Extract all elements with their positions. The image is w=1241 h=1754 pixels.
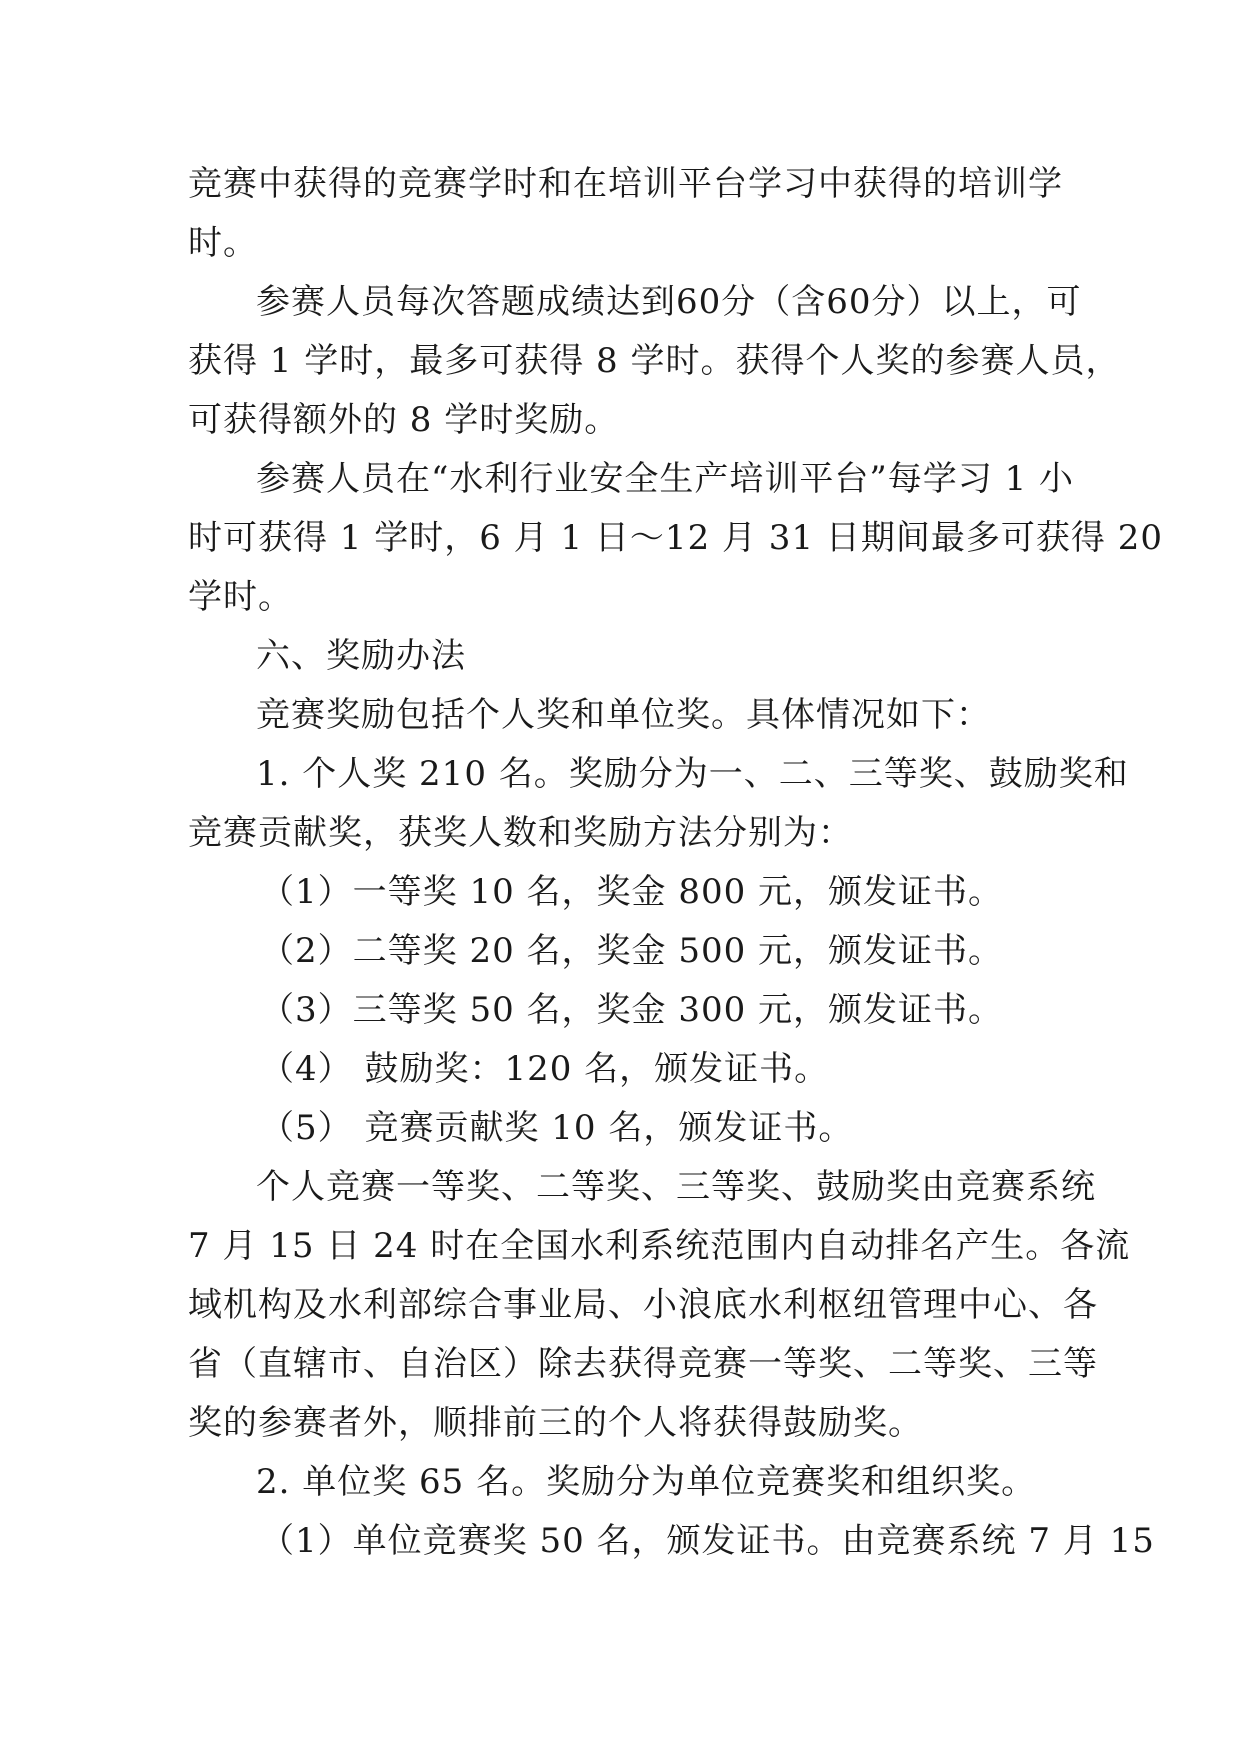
paragraph-line: 奖的参赛者外，顺排前三的个人将获得鼓励奖。 <box>188 1403 923 1443</box>
paragraph-line: 竞赛奖励包括个人奖和单位奖。具体情况如下： <box>256 695 991 735</box>
paragraph-line: 时可获得 1 学时，6 月 1 日～12 月 31 日期间最多可获得 20 <box>188 518 1163 558</box>
paragraph-line: 域机构及水利部综合事业局、小浪底水利枢纽管理中心、各 <box>188 1285 1098 1325</box>
section-heading: 六、奖励办法 <box>256 636 466 676</box>
paragraph-line: 2. 单位奖 65 名。奖励分为单位竞赛奖和组织奖。 <box>256 1462 1037 1502</box>
paragraph-line: 可获得额外的 8 学时奖励。 <box>188 400 620 440</box>
list-item: （3）三等奖 50 名，奖金 300 元，颁发证书。 <box>260 990 1004 1030</box>
list-item: （5） 竞赛贡献奖 10 名，颁发证书。 <box>260 1108 854 1148</box>
list-item: （1）单位竞赛奖 50 名，颁发证书。由竞赛系统 7 月 15 <box>260 1521 1155 1561</box>
paragraph-line: 个人竞赛一等奖、二等奖、三等奖、鼓励奖由竞赛系统 <box>256 1167 1096 1207</box>
list-item: （1）一等奖 10 名，奖金 800 元，颁发证书。 <box>260 872 1004 912</box>
paragraph-line: 学时。 <box>188 577 293 617</box>
paragraph-line: 1. 个人奖 210 名。奖励分为一、二、三等奖、鼓励奖和 <box>256 754 1129 794</box>
paragraph-line: 获得 1 学时，最多可获得 8 学时。获得个人奖的参赛人员， <box>188 341 1121 381</box>
paragraph-line: 参赛人员每次答题成绩达到60分（含60分）以上，可 <box>256 282 1082 322</box>
paragraph-line: 参赛人员在“水利行业安全生产培训平台”每学习 1 小 <box>256 459 1075 499</box>
document-body <box>188 155 1163 1571</box>
paragraph-line: 竞赛中获得的竞赛学时和在培训平台学习中获得的培训学 <box>188 164 1063 204</box>
paragraph-line: 时。 <box>188 223 258 263</box>
paragraph-line: 竞赛贡献奖，获奖人数和奖励方法分别为： <box>188 813 853 853</box>
paragraph-line: 7 月 15 日 24 时在全国水利系统范围内自动排名产生。各流 <box>188 1226 1131 1266</box>
paragraph-line: 省（直辖市、自治区）除去获得竞赛一等奖、二等奖、三等 <box>188 1344 1098 1384</box>
list-item: （2）二等奖 20 名，奖金 500 元，颁发证书。 <box>260 931 1004 971</box>
list-item: （4） 鼓励奖：120 名，颁发证书。 <box>260 1049 830 1089</box>
